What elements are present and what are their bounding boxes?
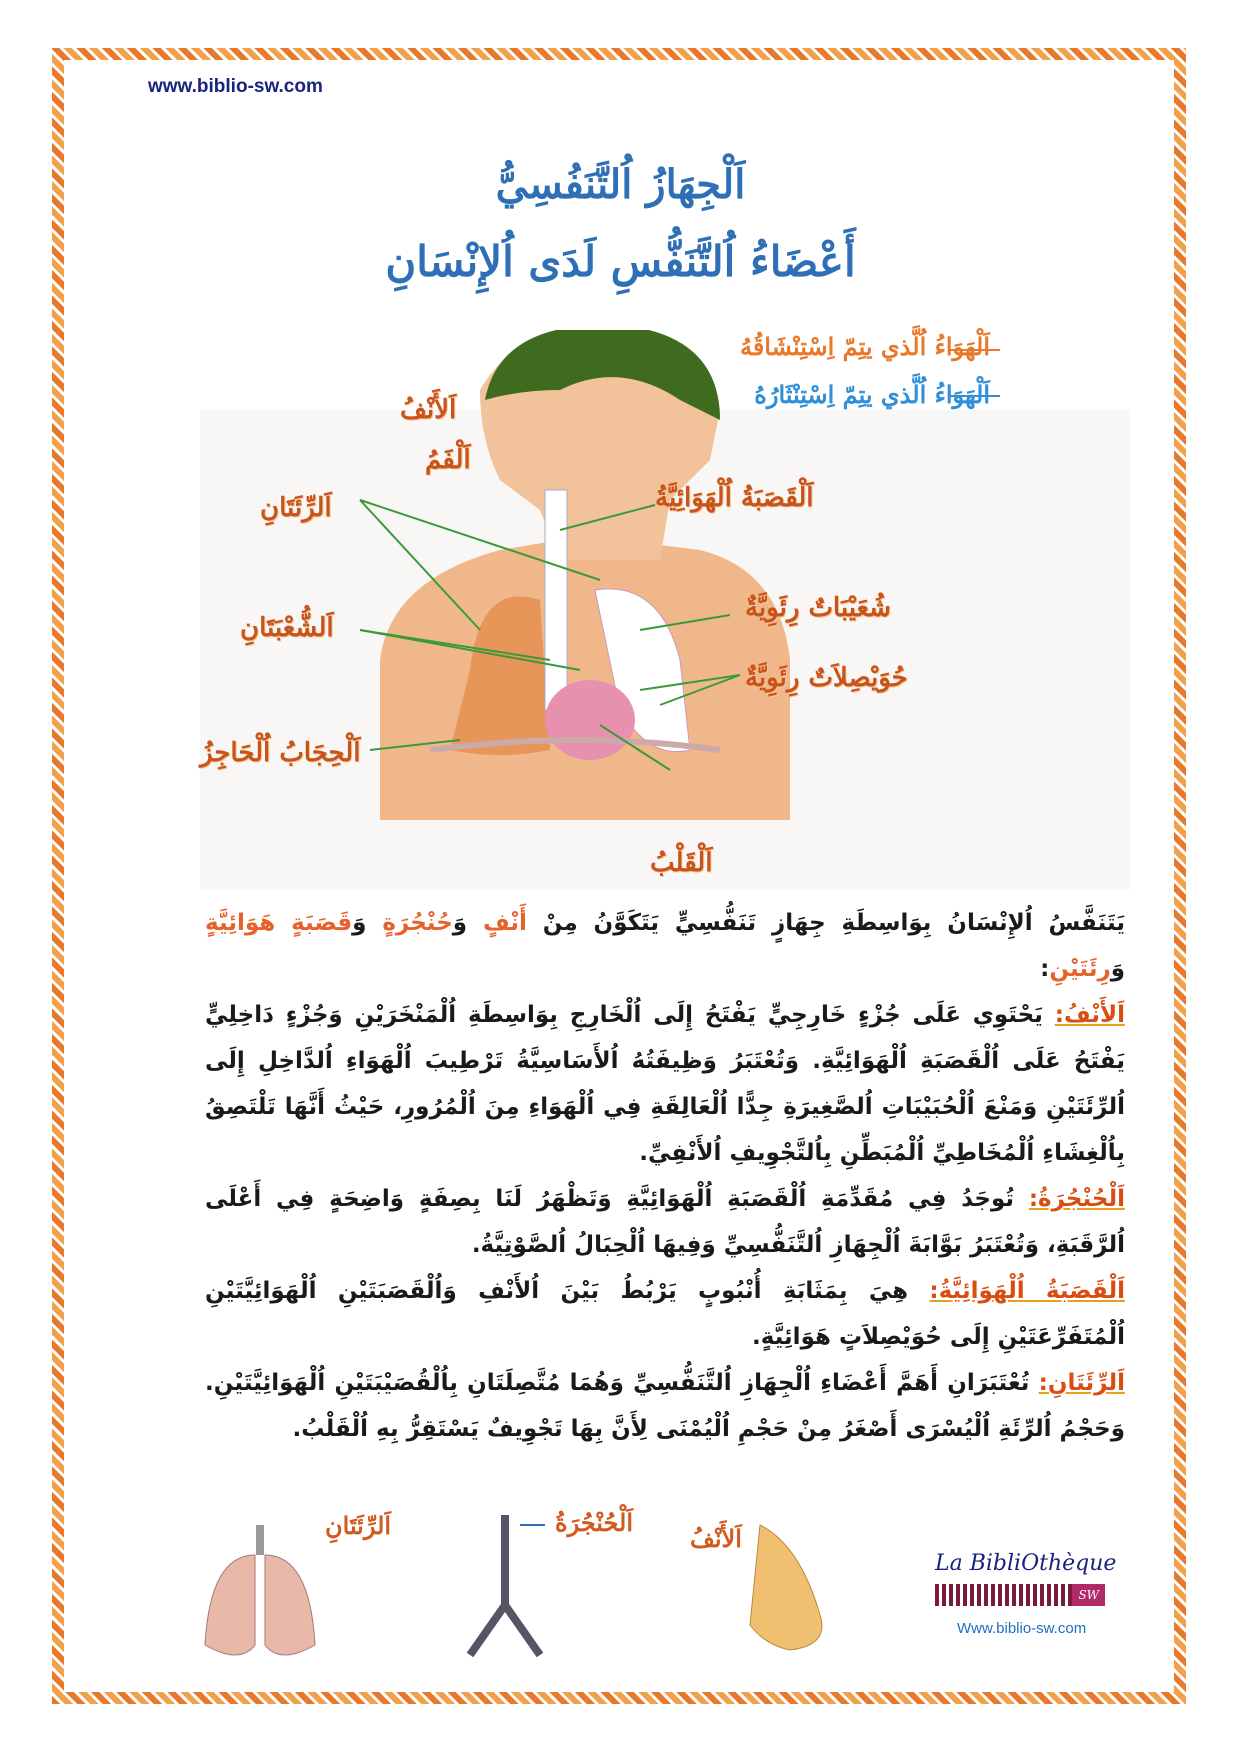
label-lungs: اَلرِّئَتَانِ [260, 493, 332, 523]
library-logo [935, 1550, 1135, 1660]
lungs-illustration [205, 1525, 315, 1655]
label-alveoli: حُوَيْصِلاَتٌ رِئَوِيَّةٌ [745, 663, 908, 693]
page-subtitle: أَعْضَاءُ اُلتَّنَفُّسِ لَدَى اُلإِنْسَانِ [385, 237, 856, 286]
trachea-paragraph: اَلْقَصَبَةُ اُلْهَوَائِيَّةُ: هِيَ بِمَثَابَةِ أُنْبُوبٍ يَرْبُطُ بَيْنَ اُلأَنْفِ وَاُلْقَصَبَتَيْنِ اُلْهَوَائِيَّتَيْنِ اُلْمُتَفَرِّعَتَيْنِ إِلَى حُوَيْصِلاَتٍ هَوَائِيَّةٍ. [205, 1278, 1125, 1350]
heart-shape [545, 680, 635, 760]
intro-paragraph: يَتَنَفَّسُ اُلإِنْسَانُ بِوَاسِطَةِ جِهَازٍ تَنَفُّسِيٍّ يَتَكَوَّنُ مِنْ أَنْفٍ وَحُنْجُرَةٍ وَقَصَبَةٍ هَوَائِيَّةٍ وَرِئَتَيْنِ: [205, 910, 1125, 982]
label-heart: اَلْقَلْبُ [650, 848, 713, 878]
trachea-illustration [470, 1515, 540, 1655]
body-text [205, 900, 1125, 1452]
trachea-shape [545, 490, 567, 710]
label-bronchioles: شُعَيْبَاتٌ رِئَوِيَّةٌ [745, 593, 891, 623]
larynx-paragraph: اَلْحُنْجُرَةُ: تُوجَدُ فِي مُقَدِّمَةِ اُلْقَصَبَةِ اُلْهَوَائِيَّةِ وَتَظْهَرُ لَنَا بِصِفَةٍ وَاضِحَةٍ فِي أَعْلَى اُلرَّقَبَةِ، وَتُعْتَبَرُ بَوَّابَةَ اُلْجِهَازِ اُلتَّنَفُّسِيِّ وَفِيهَا اُلْحِبَالُ اُلصَّوْتِيَّةُ. [205, 1186, 1125, 1258]
logo-tag: SW [1072, 1584, 1105, 1606]
label-nose: اَلأَنْفُ [400, 395, 457, 425]
label-trachea: اَلْقَصَبَةُ اُلْهَوَائِيَّةُ [655, 483, 814, 513]
label-bronchi: اَلشُّعْبَتَانِ [240, 613, 334, 643]
lungs-paragraph: اَلرِّئَتَانِ: تُعْتَبَرَانِ أَهَمَّ أَعْضَاءِ اُلْجِهَازِ اُلتَّنَفُّسِيِّ وَهُمَا مُتَّصِلَتَانِ بِاُلْقُصَيْبَتَيْنِ اُلْهَوَائِيَّتَيْنِ. وَحَجْمُ اُلرِّئَةِ اُلْيُسْرَى أَصْغَرُ مِنْ حَجْمِ اُلْيُمْنَى لِأَنَّ بِهَا تَجْوِيفٌ يَسْتَقِرُّ بِهِ اُلْقَلْبُ. [205, 1370, 1125, 1442]
nose-illustration [750, 1525, 822, 1650]
logo-name: La BibliOthèque [935, 1551, 1117, 1576]
respiratory-diagram [200, 330, 1130, 890]
page-title: اَلْجِهَازُ اُلتَّنَفُسِيُّ [495, 161, 746, 208]
legend-inhaled-air: اَلْهَوَاءُ اُلَّذي يتِمّ اِسْتِنْشَاقُهُ [739, 332, 990, 361]
label-mouth: اَلْفَمُ [425, 445, 471, 475]
respiratory-illustration [200, 330, 1130, 890]
nose-paragraph: اَلأَنْفُ: يَحْتَوِي عَلَى جُزْءٍ خَارِجِيٍّ يَفْتَحُ إِلَى اُلْخَارِجِ بِوَاسِطَةِ اُلْمَنْخَرَيْنِ وَجُزْءٍ دَاخِلِيٍّ يَفْتَحُ عَلَى اُلْقَصَبَةِ اُلْهَوَائِيَّةِ. وَتُعْتَبَرُ وَظِيفَتُهُ اُلأَسَاسِيَّةُ تَرْطِيبَ اُلْهَوَاءِ اُلدَّاخِلِ إِلَى اُلرِّئَتَيْنِ وَمَنْعَ اُلْحُبَيْبَاتِ اُلصَّغِيرَةِ جِدًّا اُلْعَالِقَةِ فِي اُلْهَوَاءِ مِنَ اُلْمُرُورِ، حَيْثُ أَنَّهَا تَلْتَصِقُ بِاُلْغِشَاءِ اُلْمُخَاطِيِّ اُلْمُبَطِّنِ بِاُلتَّجْوِيفِ اُلأَنْفِيِّ. [205, 1002, 1125, 1166]
logo-url: Www.biblio-sw.com [957, 1620, 1087, 1637]
site-url: www.biblio-sw.com [148, 76, 323, 97]
bottom-illustrations [200, 1495, 930, 1675]
bottom-label-lungs: اَلرِّئَتَانِ [325, 1511, 392, 1540]
logo-books [935, 1584, 1105, 1606]
label-diaphragm: اَلْحِجَابُ اُلْحَاجِزُ [200, 738, 361, 768]
legend-exhaled-air: اَلْهَوَاءُ اُلَّذي يتِمّ اِسْتِنْثَارُهُ [754, 380, 990, 409]
bottom-label-nose: اَلأَنْفُ [690, 1524, 742, 1553]
bottom-label-larynx: اَلْحُنْجُرَةُ [555, 1508, 634, 1537]
